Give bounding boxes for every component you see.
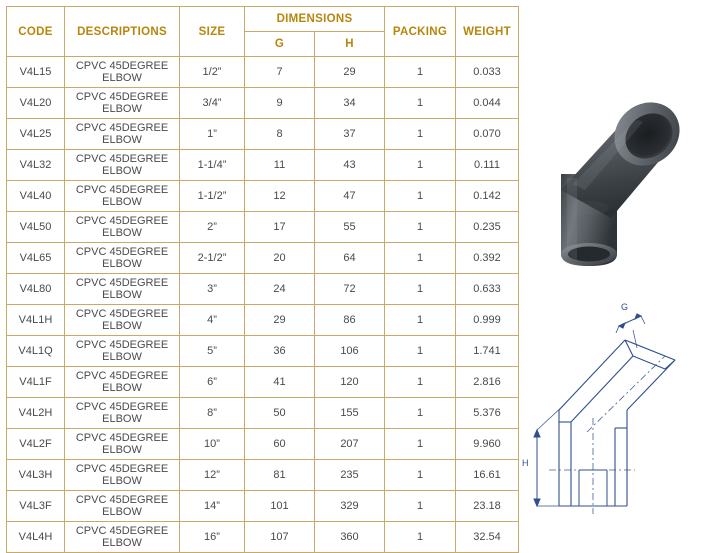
spec-table bbox=[6, 6, 519, 553]
cell-weight: 0.142 bbox=[456, 181, 519, 212]
column-header-dimensions: DIMENSIONS bbox=[245, 7, 385, 32]
cell-dimension-h: 43 bbox=[315, 150, 385, 181]
column-header-size: SIZE bbox=[180, 7, 245, 57]
cell-dimension-g: 107 bbox=[245, 522, 315, 553]
cell-description: CPVC 45DEGREE ELBOW bbox=[65, 460, 180, 491]
cell-dimension-h: 235 bbox=[315, 460, 385, 491]
cell-weight: 23.18 bbox=[456, 491, 519, 522]
cell-dimension-h: 72 bbox=[315, 274, 385, 305]
cell-weight: 5.376 bbox=[456, 398, 519, 429]
cell-description: CPVC 45DEGREE ELBOW bbox=[65, 119, 180, 150]
cell-size: 14” bbox=[180, 491, 245, 522]
cell-dimension-g: 20 bbox=[245, 243, 315, 274]
cell-weight: 2.816 bbox=[456, 367, 519, 398]
drawing-arm-inner-lower bbox=[571, 356, 633, 422]
cell-code: V4L3F bbox=[7, 491, 65, 522]
cell-weight: 9.960 bbox=[456, 429, 519, 460]
cell-description: CPVC 45DEGREE ELBOW bbox=[65, 274, 180, 305]
elbow-photo-svg bbox=[527, 78, 699, 268]
cell-size: 1” bbox=[180, 119, 245, 150]
cell-dimension-g: 50 bbox=[245, 398, 315, 429]
cell-code: V4L2H bbox=[7, 398, 65, 429]
cell-packing: 1 bbox=[385, 243, 456, 274]
cell-code: V4L1H bbox=[7, 305, 65, 336]
cell-description: CPVC 45DEGREE ELBOW bbox=[65, 57, 180, 88]
cell-dimension-g: 41 bbox=[245, 367, 315, 398]
dimension-h-arrow-bottom bbox=[534, 499, 540, 506]
cell-code: V4L32 bbox=[7, 150, 65, 181]
cell-size: 5” bbox=[180, 336, 245, 367]
cell-weight: 0.392 bbox=[456, 243, 519, 274]
cell-size: 1-1/4” bbox=[180, 150, 245, 181]
table-row bbox=[7, 522, 519, 553]
cell-code: V4L65 bbox=[7, 243, 65, 274]
cell-description: CPVC 45DEGREE ELBOW bbox=[65, 367, 180, 398]
cell-dimension-g: 12 bbox=[245, 181, 315, 212]
cell-packing: 1 bbox=[385, 522, 456, 553]
cell-description: CPVC 45DEGREE ELBOW bbox=[65, 398, 180, 429]
cell-size: 12” bbox=[180, 460, 245, 491]
cell-size: 2” bbox=[180, 212, 245, 243]
cell-description: CPVC 45DEGREE ELBOW bbox=[65, 491, 180, 522]
cell-packing: 1 bbox=[385, 305, 456, 336]
cell-description: CPVC 45DEGREE ELBOW bbox=[65, 212, 180, 243]
cell-code: V4L2F bbox=[7, 429, 65, 460]
table-row bbox=[7, 88, 519, 119]
cell-description: CPVC 45DEGREE ELBOW bbox=[65, 150, 180, 181]
table-row bbox=[7, 367, 519, 398]
table-row bbox=[7, 57, 519, 88]
cell-dimension-g: 60 bbox=[245, 429, 315, 460]
cell-dimension-h: 120 bbox=[315, 367, 385, 398]
cell-dimension-g: 29 bbox=[245, 305, 315, 336]
cell-size: 1/2” bbox=[180, 57, 245, 88]
dimension-g-arrow-end bbox=[635, 314, 641, 319]
cell-dimension-h: 106 bbox=[315, 336, 385, 367]
dimension-label-g: G bbox=[621, 302, 629, 312]
cell-packing: 1 bbox=[385, 460, 456, 491]
cell-packing: 1 bbox=[385, 429, 456, 460]
cell-dimension-g: 9 bbox=[245, 88, 315, 119]
column-header-h: H bbox=[315, 32, 385, 57]
cell-weight: 1.741 bbox=[456, 336, 519, 367]
table-header-row-1 bbox=[7, 7, 519, 32]
cell-code: V4L3H bbox=[7, 460, 65, 491]
cell-size: 4” bbox=[180, 305, 245, 336]
cell-size: 1-1/2” bbox=[180, 181, 245, 212]
cell-description: CPVC 45DEGREE ELBOW bbox=[65, 522, 180, 553]
dimension-g-leader bbox=[633, 330, 637, 348]
cell-packing: 1 bbox=[385, 88, 456, 119]
cell-weight: 16.61 bbox=[456, 460, 519, 491]
cell-dimension-g: 7 bbox=[245, 57, 315, 88]
cell-weight: 0.633 bbox=[456, 274, 519, 305]
cell-dimension-g: 36 bbox=[245, 336, 315, 367]
cell-code: V4L50 bbox=[7, 212, 65, 243]
drawing-angled-face-edge bbox=[665, 360, 675, 369]
cell-packing: 1 bbox=[385, 398, 456, 429]
cell-packing: 1 bbox=[385, 336, 456, 367]
column-header-weight: WEIGHT bbox=[456, 7, 519, 57]
dimension-label-h: H bbox=[522, 458, 529, 468]
cell-dimension-h: 34 bbox=[315, 88, 385, 119]
cell-packing: 1 bbox=[385, 181, 456, 212]
elbow-highlight-left bbox=[567, 178, 577, 260]
column-header-packing: PACKING bbox=[385, 7, 456, 57]
cell-weight: 0.999 bbox=[456, 305, 519, 336]
table-row bbox=[7, 336, 519, 367]
dimension-g-ext-right bbox=[641, 316, 645, 324]
cell-weight: 0.070 bbox=[456, 119, 519, 150]
dimension-h-arrow-top bbox=[534, 430, 540, 437]
cell-dimension-h: 55 bbox=[315, 212, 385, 243]
cell-dimension-h: 29 bbox=[315, 57, 385, 88]
cell-packing: 1 bbox=[385, 119, 456, 150]
dimension-h-ext-top bbox=[537, 404, 565, 430]
product-photo-45-degree-elbow bbox=[527, 78, 699, 268]
cell-packing: 1 bbox=[385, 491, 456, 522]
elbow-emboss-mark bbox=[569, 201, 609, 215]
cell-weight: 0.235 bbox=[456, 212, 519, 243]
cell-packing: 1 bbox=[385, 212, 456, 243]
table-row bbox=[7, 181, 519, 212]
table-row bbox=[7, 398, 519, 429]
cell-description: CPVC 45DEGREE ELBOW bbox=[65, 88, 180, 119]
table-row bbox=[7, 429, 519, 460]
table-row bbox=[7, 243, 519, 274]
dimension-g-arrow-start bbox=[619, 323, 625, 328]
column-header-code: CODE bbox=[7, 7, 65, 57]
column-header-descriptions: DESCRIPTIONS bbox=[65, 7, 180, 57]
table-row bbox=[7, 150, 519, 181]
drawing-arm-outer-upper bbox=[627, 360, 675, 410]
cell-code: V4L4H bbox=[7, 522, 65, 553]
cell-size: 3” bbox=[180, 274, 245, 305]
cell-description: CPVC 45DEGREE ELBOW bbox=[65, 181, 180, 212]
cell-description: CPVC 45DEGREE ELBOW bbox=[65, 305, 180, 336]
cell-dimension-h: 329 bbox=[315, 491, 385, 522]
cell-dimension-g: 81 bbox=[245, 460, 315, 491]
cell-weight: 32.54 bbox=[456, 522, 519, 553]
cell-dimension-h: 207 bbox=[315, 429, 385, 460]
cell-weight: 0.033 bbox=[456, 57, 519, 88]
cell-code: V4L15 bbox=[7, 57, 65, 88]
cell-packing: 1 bbox=[385, 57, 456, 88]
cell-size: 2-1/2” bbox=[180, 243, 245, 274]
cell-description: CPVC 45DEGREE ELBOW bbox=[65, 243, 180, 274]
cell-code: V4L20 bbox=[7, 88, 65, 119]
cell-weight: 0.044 bbox=[456, 88, 519, 119]
cell-code: V4L25 bbox=[7, 119, 65, 150]
cell-size: 3/4” bbox=[180, 88, 245, 119]
cell-dimension-h: 360 bbox=[315, 522, 385, 553]
cell-dimension-h: 47 bbox=[315, 181, 385, 212]
cell-code: V4L1Q bbox=[7, 336, 65, 367]
cell-dimension-h: 64 bbox=[315, 243, 385, 274]
table-row bbox=[7, 460, 519, 491]
drawing-angled-face-inner bbox=[633, 356, 665, 369]
table-header bbox=[7, 7, 519, 57]
drawing-svg bbox=[515, 300, 700, 538]
column-header-g: G bbox=[245, 32, 315, 57]
cell-dimension-g: 101 bbox=[245, 491, 315, 522]
cell-size: 10” bbox=[180, 429, 245, 460]
technical-drawing-45-degree-elbow bbox=[515, 300, 700, 538]
cell-dimension-h: 86 bbox=[315, 305, 385, 336]
cell-code: V4L80 bbox=[7, 274, 65, 305]
table-body bbox=[7, 57, 519, 553]
cell-code: V4L1F bbox=[7, 367, 65, 398]
cell-size: 16” bbox=[180, 522, 245, 553]
cell-packing: 1 bbox=[385, 367, 456, 398]
dimension-g-ext-left bbox=[616, 326, 619, 333]
cell-code: V4L40 bbox=[7, 181, 65, 212]
table-row bbox=[7, 274, 519, 305]
cell-dimension-g: 11 bbox=[245, 150, 315, 181]
cell-size: 8” bbox=[180, 398, 245, 429]
cell-dimension-g: 8 bbox=[245, 119, 315, 150]
table-row bbox=[7, 119, 519, 150]
table-row bbox=[7, 305, 519, 336]
table-row bbox=[7, 491, 519, 522]
cell-dimension-g: 24 bbox=[245, 274, 315, 305]
cell-dimension-h: 37 bbox=[315, 119, 385, 150]
cell-dimension-h: 155 bbox=[315, 398, 385, 429]
table-row bbox=[7, 212, 519, 243]
cell-dimension-g: 17 bbox=[245, 212, 315, 243]
cell-size: 6” bbox=[180, 367, 245, 398]
cell-packing: 1 bbox=[385, 274, 456, 305]
cell-weight: 0.111 bbox=[456, 150, 519, 181]
cell-packing: 1 bbox=[385, 150, 456, 181]
spec-table-container bbox=[6, 6, 519, 553]
cell-description: CPVC 45DEGREE ELBOW bbox=[65, 336, 180, 367]
cell-description: CPVC 45DEGREE ELBOW bbox=[65, 429, 180, 460]
